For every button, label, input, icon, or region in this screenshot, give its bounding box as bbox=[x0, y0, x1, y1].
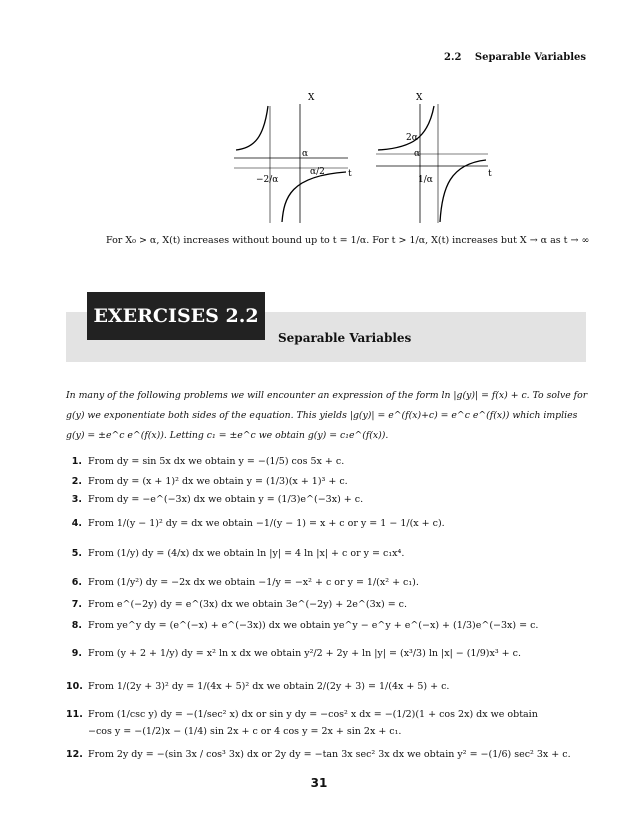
problem-item bbox=[66, 517, 445, 530]
problem-number: 5. bbox=[71, 548, 82, 559]
problem-item bbox=[66, 680, 449, 693]
problem-number: 2. bbox=[71, 476, 82, 487]
problem-item bbox=[66, 598, 407, 611]
left-graph bbox=[230, 88, 360, 226]
neg-two-over-alpha-label: −2/α bbox=[256, 175, 279, 185]
one-over-alpha-label: 1/α bbox=[418, 175, 433, 185]
problem-item bbox=[66, 493, 363, 506]
problem-text: From e^(−2y) dy = e^(3x) dx we obtain 3e^(−2y) + 2e^(3x) = c. bbox=[88, 599, 408, 610]
section-title: Separable Variables bbox=[474, 52, 586, 63]
exercises-subtitle: Separable Variables bbox=[278, 331, 412, 345]
intro-paragraph: In many of the following problems we will encounter an expression of the form ln |g(y)| = f(x) + c. To solve for g(y) we exponentiate both sides of the equation. This yields |g(y)| = e^(f(x)+c) = e^c e^(f(x)) which implies g(y) = ±e^c e^(f(x)). Letting c₁ = ±e^c we obtain g(y) = c₁e^(f(x)). bbox=[66, 390, 588, 441]
t-axis-label: t bbox=[348, 169, 352, 179]
problem-text: From ye^y dy = (e^(−x) + e^(−3x)) dx we obtain ye^y − e^y + e^(−x) + (1/3)e^(−3x) = c. bbox=[88, 620, 539, 631]
problem-item bbox=[66, 455, 344, 468]
problem-number: 9. bbox=[71, 648, 82, 659]
problem-text: From (1/y) dy = (4/x) dx we obtain ln |y| = 4 ln |x| + c or y = c₁x⁴. bbox=[88, 548, 405, 559]
page-number: 31 bbox=[310, 776, 328, 790]
alpha-label: α bbox=[414, 149, 421, 159]
problem-item bbox=[66, 475, 348, 488]
problem-text: From (1/csc y) dy = −(1/sec² x) dx or sin y dy = −cos² x dx = −(1/2)(1 + cos 2x) dx we obtain bbox=[88, 709, 538, 720]
problem-text: From 1/(2y + 3)² dy = 1/(4x + 5)² dx we obtain 2/(2y + 3) = 1/(4x + 5) + c. bbox=[88, 681, 450, 692]
two-alpha-label: 2α bbox=[406, 133, 418, 143]
problem-item bbox=[66, 647, 521, 660]
x-axis-label: X bbox=[416, 93, 423, 103]
problem-number: 1. bbox=[71, 456, 82, 467]
problem-item bbox=[66, 547, 404, 560]
half-alpha-label: α/2 bbox=[310, 167, 325, 177]
problem-continuation: −cos y = −(1/2)x − (1/4) sin 2x + c or 4 cos y = 2x + sin 2x + c₁. bbox=[88, 726, 402, 737]
problem-text: From dy = −e^(−3x) dx we obtain y = (1/3)e^(−3x) + c. bbox=[88, 494, 364, 505]
solution-curve-left bbox=[236, 106, 268, 150]
solution-curve-right bbox=[440, 160, 486, 222]
problem-number: 12. bbox=[66, 749, 83, 760]
problem-number: 10. bbox=[66, 681, 83, 692]
problem-item bbox=[66, 748, 571, 761]
problem-number: 3. bbox=[71, 494, 82, 505]
problem-number: 7. bbox=[71, 599, 82, 610]
problem-text: From 1/(y − 1)² dy = dx we obtain −1/(y − 1) = x + c or y = 1 − 1/(x + c). bbox=[88, 518, 445, 529]
problem-text: From dy = sin 5x dx we obtain y = −(1/5) cos 5x + c. bbox=[88, 456, 345, 467]
problem-item bbox=[66, 619, 538, 632]
solution-curve-left bbox=[378, 106, 434, 150]
problem-number: 11. bbox=[66, 709, 83, 720]
section-number: 2.2 bbox=[444, 52, 462, 63]
problem-item bbox=[66, 576, 419, 589]
figure-caption: For X₀ > α, X(t) increases without bound up to t = 1/α. For t > 1/α, X(t) increases but X → α as t → ∞ bbox=[106, 235, 590, 246]
problem-text: From dy = (x + 1)² dx we obtain y = (1/3)(x + 1)³ + c. bbox=[88, 476, 348, 487]
alpha-label: α bbox=[302, 149, 309, 159]
x-axis-label: X bbox=[308, 93, 315, 103]
right-graph bbox=[372, 88, 500, 226]
problem-number: 8. bbox=[71, 620, 82, 631]
problem-number: 4. bbox=[71, 518, 82, 529]
t-axis-label: t bbox=[488, 169, 492, 179]
solution-curve-right bbox=[282, 172, 346, 222]
exercises-title: EXERCISES 2.2 bbox=[87, 292, 265, 340]
problem-text: From 2y dy = −(sin 3x / cos³ 3x) dx or 2y dy = −tan 3x sec² 3x dx we obtain y² = −(1/6) sec² 3x + c. bbox=[88, 749, 571, 760]
problem-number: 6. bbox=[71, 577, 82, 588]
running-header bbox=[444, 52, 586, 63]
problem-text: From (y + 2 + 1/y) dy = x² ln x dx we obtain y²/2 + 2y + ln |y| = (x³/3) ln |x| − (1/9)x³ + c. bbox=[88, 648, 521, 659]
problem-text: From (1/y²) dy = −2x dx we obtain −1/y = −x² + c or y = 1/(x² + c₁). bbox=[88, 577, 419, 588]
problem-item bbox=[66, 708, 538, 721]
